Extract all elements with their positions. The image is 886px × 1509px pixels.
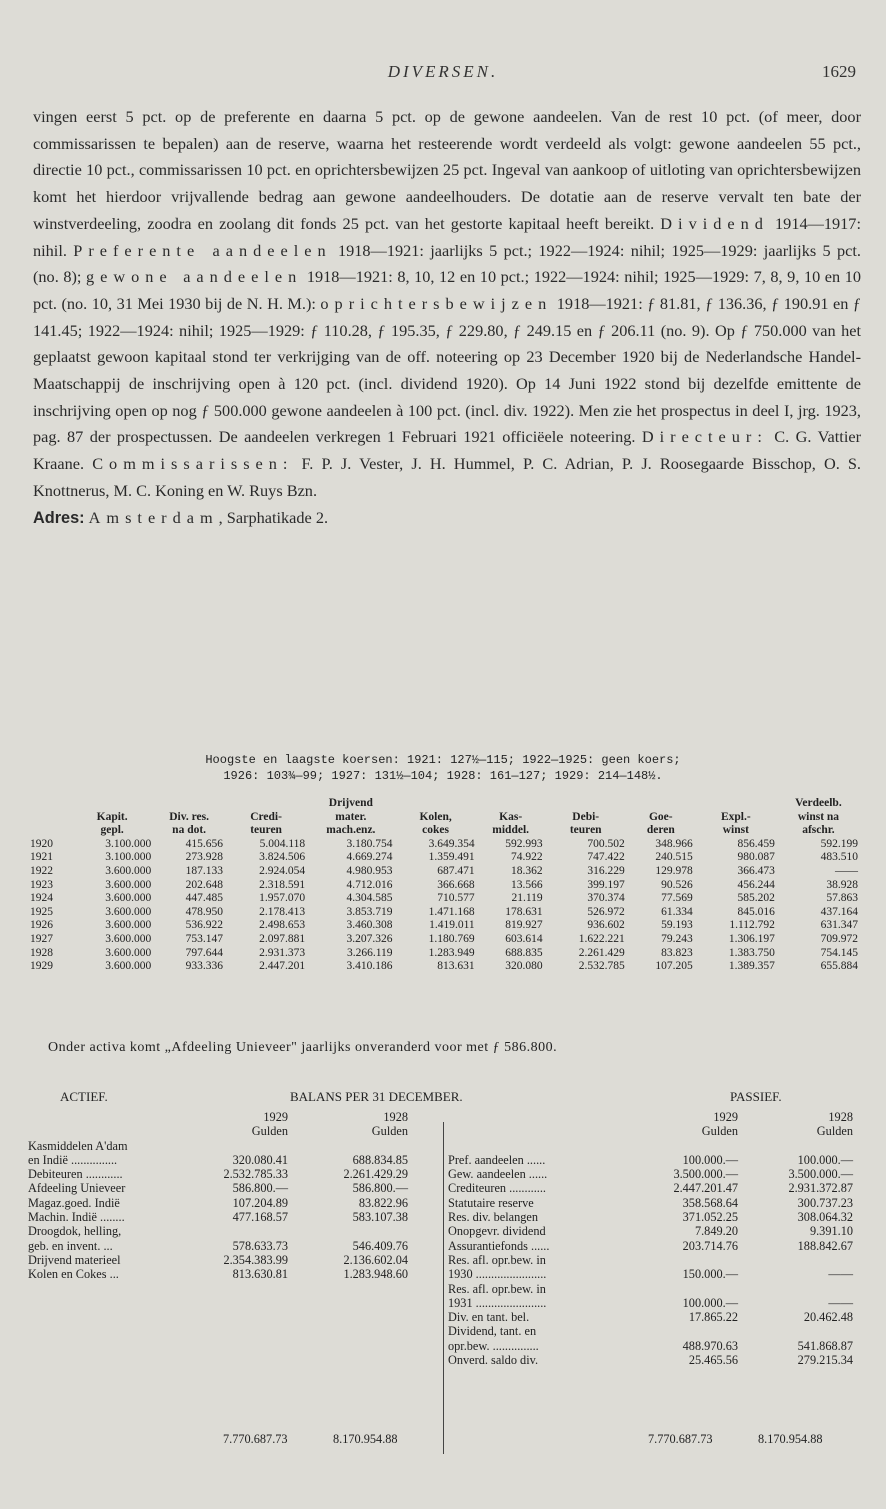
passief-row: [448, 1181, 863, 1195]
actief-value-1929: 586.800.—: [232, 1181, 288, 1196]
stats-header-cell: [695, 797, 777, 811]
total-actief-1928: 8.170.954.88: [333, 1432, 398, 1446]
actief-label: Kolen en Cokes ...: [28, 1267, 119, 1282]
stats-value-cell: 1.957.070: [259, 892, 306, 905]
stats-year-cell: 1927: [30, 932, 53, 945]
stats-header-cell: gepl.: [100, 824, 124, 837]
stats-value-cell: 202.648: [185, 878, 224, 891]
actief-value-1929: 578.633.73: [232, 1238, 288, 1253]
text-segment: F. P. J. Vester, J. H. Hummel, P. C. Adrian, P. J. Roosegaarde Bisschop, O. S. Knottnerus, M. C. Koning en W. Ruys Bzn.: [33, 454, 862, 500]
stats-year-cell: 1928: [30, 946, 53, 959]
stats-value-cell: 129.978: [655, 864, 693, 877]
actief-row: [28, 1196, 438, 1210]
passief-label: Assurantiefonds ......: [448, 1238, 550, 1253]
stats-value-cell: 1.471.168: [428, 905, 475, 918]
stats-header-cell: Drijvend: [328, 797, 373, 809]
stats-value-cell: 456.244: [737, 878, 775, 891]
passief-row: [448, 1153, 863, 1167]
stats-value-cell: 61.334: [661, 905, 693, 918]
stats-value-cell: 1.180.769: [428, 932, 475, 945]
passief-value-1928: 188.842.67: [797, 1238, 853, 1253]
passief-row: [448, 1239, 863, 1253]
stats-header-cell: afschr.: [802, 824, 835, 837]
actief-row: [28, 1267, 438, 1281]
stats-value-cell: 366.668: [437, 878, 475, 891]
stats-value-cell: 536.922: [185, 919, 224, 932]
stats-header-cell: mach.enz.: [326, 824, 376, 837]
stats-value-cell: 5.004.118: [259, 837, 306, 850]
stats-value-cell: 483.510: [820, 851, 858, 864]
passief-value-1928: 3.500.000.—: [788, 1167, 853, 1182]
text-segment: vingen eerst 5 pct. op de preferente en daarna 5 pct. op de gewone aandeelen. Van de rest 10 pct. (of meer, door commissarissen te bepalen) aan de reserve, waarna het resteerende wordt verdeeld als volgt: gewone aandeelen 55 pct., directie 10 pct., commissarissen 10 pct. en oprichtersbewijzen 25 pct. Ingeval van aankoop of uitloting van oprichtersbewijzen komt het hierdoor vrijvallende bedrag aan gewone aandeelhouders. De dotatie aan de reserve vervalt ten bate der winstverdeeling, zoodra en zoolang dit fonds 25 pct. van het gestorte kapitaal heeft bereikt.: [33, 107, 861, 233]
stats-value-cell: 13.566: [511, 878, 543, 891]
stats-value-cell: 3.600.000: [105, 878, 152, 891]
actief-label: Kasmiddelen A'dam: [28, 1138, 128, 1153]
stats-value-cell: 18.362: [511, 864, 543, 877]
actief-label: Debiteuren ............: [28, 1167, 123, 1182]
actief-row: [28, 1153, 438, 1167]
actief-label: Droogdok, helling,: [28, 1224, 122, 1239]
stats-row: [30, 865, 860, 879]
stats-header-cell: Kolen,: [419, 810, 452, 823]
actief-value-1929: 477.168.57: [232, 1210, 288, 1225]
actief-value-1928: 83.822.96: [358, 1195, 408, 1210]
stats-value-cell: 2.532.785: [578, 960, 625, 973]
adres-city: Amsterdam: [88, 507, 219, 527]
passief-value-1929: 488.970.63: [682, 1338, 738, 1353]
stats-row: [30, 947, 860, 961]
stats-year-cell: 1929: [30, 960, 53, 973]
passief-label: Crediteuren ............: [448, 1181, 547, 1196]
actief-row: [28, 1239, 438, 1253]
passief-column: [448, 1110, 863, 1367]
actief-value-1929: 320.080.41: [232, 1152, 288, 1167]
stats-value-cell: 1.622.221: [578, 932, 625, 945]
stats-header-cell: [30, 797, 71, 811]
actief-column: [28, 1110, 438, 1282]
balance-sheet: [28, 1110, 863, 1455]
stats-value-cell: 1.383.750: [728, 946, 775, 959]
stats-header-cell: Expl.-: [720, 810, 751, 823]
passief-value-1929: 100.000.—: [682, 1152, 738, 1167]
stats-value-cell: 687.471: [437, 864, 475, 877]
stats-value-cell: 399.197: [587, 878, 625, 891]
stats-value-cell: 4.304.585: [346, 892, 393, 905]
passief-label: Onverd. saldo div.: [448, 1353, 539, 1368]
page-number: 1629: [822, 62, 856, 81]
stats-value-cell: 933.336: [185, 960, 224, 973]
stats-value-cell: 2.178.413: [259, 905, 306, 918]
stats-value-cell: 107.205: [655, 960, 693, 973]
passief-label: Statutaire reserve: [448, 1195, 534, 1210]
stats-value-cell: 2.924.054: [259, 864, 306, 877]
stats-header-cell: winst na: [797, 810, 840, 823]
stats-table-body: [30, 838, 860, 974]
stats-row: [30, 933, 860, 947]
stats-header-cell: [395, 797, 477, 811]
stats-value-cell: 2.498.653: [259, 919, 306, 932]
stats-header-cell: [30, 824, 71, 838]
actief-row: [28, 1139, 438, 1153]
stats-value-cell: 3.100.000: [105, 851, 152, 864]
passief-value-1929: 100.000.—: [682, 1295, 738, 1310]
stats-header-cell: na dot.: [172, 824, 207, 837]
oprichters-label: oprichtersbewijzen: [320, 293, 553, 313]
stats-header-cell: teuren: [250, 824, 282, 837]
passief-label: Dividend, tant. en: [448, 1324, 537, 1339]
stats-header-cell: [225, 797, 307, 811]
stats-value-cell: 3.100.000: [105, 837, 152, 850]
stats-value-cell: 856.459: [737, 837, 775, 850]
stats-value-cell: 753.147: [185, 932, 224, 945]
passief-row: [448, 1282, 863, 1296]
text-segment: 1918—1921: 8, 10, 12 en 10 pct.; 1922—1924: nihil; 1925—1929: 7, 8, 9, 10 en 10 pct. (no. 10, 31 Mei 1930 bij de N. H. M.):: [33, 267, 862, 313]
passief-label: Gew. aandeelen ......: [448, 1167, 548, 1182]
total-passief-1928: 8.170.954.88: [758, 1432, 823, 1446]
stats-header-cell: middel.: [492, 824, 530, 837]
dividend-label: Dividend: [660, 213, 769, 233]
stats-value-cell: 813.631: [437, 960, 475, 973]
passief-value-1929: 2.447.201.47: [673, 1181, 738, 1196]
passief-label: 1931 .......................: [448, 1295, 547, 1310]
actief-value-1928: 1.283.948.60: [343, 1267, 408, 1282]
passief-row: [448, 1310, 863, 1324]
stats-value-cell: 585.202: [737, 892, 775, 905]
stats-value-cell: 2.097.881: [259, 932, 306, 945]
actief-value-1928: 2.136.602.04: [343, 1252, 408, 1267]
passief-value-1928: 20.462.48: [803, 1310, 853, 1325]
stats-header-row: [30, 797, 860, 811]
stats-year-cell: 1925: [30, 905, 53, 918]
stats-value-cell: 1.359.491: [428, 851, 475, 864]
stats-value-cell: 797.644: [185, 946, 224, 959]
stats-value-cell: 3.180.754: [346, 837, 393, 850]
actief-value-1928: 583.107.38: [352, 1210, 408, 1225]
actief-label: Drijvend materieel: [28, 1252, 121, 1267]
stats-header-cell: [71, 797, 153, 811]
actief-title: ACTIEF.: [60, 1089, 108, 1104]
stats-year-cell: 1926: [30, 919, 53, 932]
stats-value-cell: 21.119: [511, 892, 543, 905]
stats-value-cell: 2.447.201: [259, 960, 306, 973]
stats-header-cell: Verdeelb.: [795, 797, 842, 809]
actief-row: [28, 1253, 438, 1267]
actief-value-1929: 2.354.383.99: [223, 1252, 288, 1267]
passief-row: [448, 1324, 863, 1338]
stats-value-cell: 2.261.429: [578, 946, 625, 959]
stats-value-cell: 3.600.000: [105, 919, 152, 932]
stats-value-cell: 3.649.354: [428, 837, 475, 850]
stats-header-cell: deren: [646, 824, 675, 837]
stats-value-cell: 4.980.953: [346, 864, 393, 877]
koersen-line-2: 1926: 103¾—99; 1927: 131½—104; 1928: 161—127; 1929: 214—148½.: [223, 769, 663, 783]
stats-value-cell: 240.515: [655, 851, 693, 864]
stats-value-cell: 655.884: [820, 960, 858, 973]
actief-value-1928: 586.800.—: [352, 1181, 408, 1196]
passief-label: Onopgevr. dividend: [448, 1224, 546, 1239]
passief-value-1929: 150.000.—: [682, 1267, 738, 1282]
passief-value-1929: 203.714.76: [682, 1238, 738, 1253]
stats-year-cell: 1922: [30, 864, 53, 877]
passief-value-1928: 541.868.87: [797, 1338, 853, 1353]
text-segment: C. G. Vattier Kraane.: [33, 427, 862, 474]
running-head: [0, 62, 886, 86]
year-header-row: [28, 1110, 438, 1124]
actief-label: geb. en invent. ...: [28, 1238, 113, 1253]
stats-value-cell: 273.928: [185, 851, 224, 864]
stats-value-cell: 83.823: [661, 946, 693, 959]
unit-header-row: [28, 1124, 438, 1138]
passief-row: [448, 1139, 863, 1153]
stats-value-cell: 320.080: [505, 960, 543, 973]
stats-value-cell: 57.863: [826, 892, 858, 905]
directeur-label: Directeur:: [641, 427, 768, 447]
stats-row: [30, 838, 860, 852]
stats-header-cell: [153, 797, 225, 811]
passief-row: [448, 1167, 863, 1181]
stats-value-cell: 688.835: [505, 946, 543, 959]
commissarissen-label: Commissarissen:: [92, 454, 294, 474]
passief-value-1929: 25.465.56: [688, 1353, 738, 1368]
stats-value-cell: 79.243: [661, 932, 693, 945]
stats-value-cell: 437.164: [820, 905, 858, 918]
passief-label: Res. afl. opr.bew. in: [448, 1252, 546, 1267]
stats-value-cell: 348.966: [655, 837, 693, 850]
passief-label: Res. div. belangen: [448, 1210, 539, 1225]
year-header-row: [448, 1110, 863, 1124]
passief-row: [448, 1196, 863, 1210]
stats-row: [30, 879, 860, 893]
stats-header-cell: [477, 797, 545, 811]
preferente-label: Preferente aandeelen: [73, 240, 332, 260]
stats-value-cell: 3.600.000: [105, 892, 152, 905]
stats-value-cell: 3.600.000: [105, 864, 152, 877]
stats-year-cell: 1920: [30, 837, 53, 850]
stats-value-cell: 2.931.373: [259, 946, 306, 959]
actief-label: Magaz.goed. Indië: [28, 1195, 120, 1210]
stats-value-cell: 3.600.000: [105, 932, 152, 945]
body-paragraph: [33, 104, 861, 531]
stats-value-cell: 316.229: [587, 864, 625, 877]
stats-value-cell: 3.600.000: [105, 960, 152, 973]
stats-value-cell: 819.927: [505, 919, 543, 932]
actief-value-1929: 813.630.81: [232, 1267, 288, 1282]
passief-value-1928: ——: [828, 1267, 853, 1282]
passief-value-1928: ——: [828, 1295, 853, 1310]
stats-value-cell: 4.712.016: [346, 878, 393, 891]
balans-title: BALANS PER 31 DECEMBER.: [290, 1089, 463, 1104]
koersen-block: [0, 752, 886, 784]
stats-table: [30, 797, 860, 974]
stats-value-cell: 700.502: [587, 837, 625, 850]
stats-value-cell: 3.824.506: [259, 851, 306, 864]
adres-street: , Sarphatikade 2.: [218, 507, 329, 527]
stats-value-cell: 59.193: [661, 919, 693, 932]
stats-value-cell: 3.600.000: [105, 905, 152, 918]
passief-value-1929: 3.500.000.—: [673, 1167, 738, 1182]
stats-value-cell: 478.950: [185, 905, 224, 918]
stats-value-cell: 592.993: [505, 837, 543, 850]
stats-value-cell: 77.569: [661, 892, 693, 905]
stats-value-cell: 38.928: [826, 878, 858, 891]
stats-row: [30, 892, 860, 906]
stats-value-cell: 415.656: [185, 837, 224, 850]
stats-year-cell: 1921: [30, 851, 53, 864]
stats-header-cell: cokes: [422, 824, 450, 837]
stats-value-cell: 366.473: [737, 864, 775, 877]
actief-label: Afdeeling Unieveer: [28, 1181, 126, 1196]
section-title: DIVERSEN.: [387, 62, 499, 81]
passief-value-1929: 17.865.22: [688, 1310, 738, 1325]
unit-1928: Gulden: [816, 1124, 853, 1139]
actief-value-1928: 546.409.76: [352, 1238, 408, 1253]
year-1928: 1928: [828, 1110, 853, 1124]
stats-header-row: [30, 811, 860, 825]
year-1928: 1928: [383, 1110, 408, 1124]
total-passief-1929: 7.770.687.73: [648, 1432, 713, 1446]
stats-value-cell: 592.199: [820, 837, 858, 850]
actief-value-1929: 2.532.785.33: [223, 1167, 288, 1182]
text-segment: 1918—1921: jaarlijks 5 pct.; 1922—1924: nihil; 1925—1929: jaarlijks 5 pct. (no. 8);: [33, 240, 861, 287]
text-segment: 1914—1917: nihil.: [33, 213, 861, 260]
stats-value-cell: 74.922: [511, 851, 543, 864]
stats-row: [30, 960, 860, 974]
passief-value-1928: 100.000.—: [797, 1152, 853, 1167]
unit-header-row: [448, 1124, 863, 1138]
passief-value-1929: 371.052.25: [682, 1210, 738, 1225]
stats-value-cell: 1.112.792: [729, 919, 775, 932]
stats-header-cell: Div. res.: [169, 810, 209, 823]
stats-value-cell: 178.631: [505, 905, 543, 918]
stats-value-cell: 1.283.949: [428, 946, 475, 959]
passief-label: Div. en tant. bel.: [448, 1310, 530, 1325]
stats-value-cell: 1.389.357: [728, 960, 775, 973]
actief-value-1929: 107.204.89: [232, 1195, 288, 1210]
column-divider: [443, 1122, 444, 1454]
stats-header-cell: teuren: [569, 824, 602, 837]
text-segment: 1918—1921: ƒ 81.81, ƒ 136.36, ƒ 190.91 en ƒ 141.45; 1922—1924: nihil; 1925—1929: ƒ 110.28, ƒ 195.35, ƒ 229.80, ƒ 249.15 en ƒ 206.11 (no. 9). Op ƒ 750.000 van het geplaatst gewoon kapitaal stond ter verkrijging van de off. noteering op 23 December 1920 bij de Nederlandsche Handel-Maatschappij de inschrijving open à 120 pct. (incl. dividend 1920). Op 14 Juni 1922 stond bij dezelfde emittente de inschrijving open op nog ƒ 500.000 gewone aandeelen à 100 pct. (incl. div. 1922). Men zie het prospectus in deel I, jrg. 1923, pag. 87 der prospectussen. De aandeelen verkregen 1 Februari 1921 officiëele noteering.: [33, 293, 861, 447]
stats-header-cell: [627, 797, 695, 811]
stats-header-cell: winst: [722, 824, 749, 837]
actief-value-1928: 2.261.429.29: [343, 1167, 408, 1182]
stats-table-head: [30, 797, 860, 838]
stats-value-cell: 4.669.274: [346, 851, 393, 864]
passief-value-1929: 358.568.64: [682, 1195, 738, 1210]
stats-value-cell: 845.016: [737, 905, 775, 918]
passief-row: [448, 1210, 863, 1224]
stats-header-cell: Kapit.: [96, 810, 128, 823]
unit-1929: Gulden: [251, 1124, 288, 1139]
passief-row: [448, 1267, 863, 1281]
stats-value-cell: 747.422: [587, 851, 625, 864]
stats-row: [30, 851, 860, 865]
stats-row: [30, 906, 860, 920]
passief-value-1929: 7.849.20: [694, 1224, 738, 1239]
passief-value-1928: 308.064.32: [797, 1210, 853, 1225]
stats-value-cell: 187.133: [185, 864, 224, 877]
stats-header-cell: Debi-: [572, 810, 600, 823]
passief-label: Pref. aandeelen ......: [448, 1152, 546, 1167]
stats-value-cell: 709.972: [820, 932, 858, 945]
stats-value-cell: 754.145: [820, 946, 858, 959]
stats-value-cell: 3.460.308: [346, 919, 393, 932]
stats-year-cell: 1924: [30, 892, 53, 905]
stats-row: [30, 919, 860, 933]
stats-value-cell: 3.853.719: [346, 905, 393, 918]
passief-title: PASSIEF.: [730, 1089, 782, 1104]
stats-year-cell: 1923: [30, 878, 53, 891]
stats-header-row: [30, 824, 860, 838]
actief-row: [28, 1224, 438, 1238]
stats-value-cell: 1.419.011: [429, 919, 475, 932]
stats-value-cell: 2.318.591: [259, 878, 306, 891]
stats-header-cell: Kas-: [499, 810, 523, 823]
stats-value-cell: 603.614: [505, 932, 543, 945]
year-1929: 1929: [263, 1110, 288, 1124]
stats-value-cell: 936.602: [587, 919, 625, 932]
stats-value-cell: ——: [835, 864, 858, 877]
passief-row: [448, 1353, 863, 1367]
koersen-line-1: Hoogste en laagste koersen: 1921: 127½—115; 1922—1925: geen koers;: [205, 753, 681, 767]
stats-value-cell: 526.972: [587, 905, 625, 918]
passief-label: opr.bew. ...............: [448, 1338, 539, 1353]
stats-header-cell: mater.: [335, 810, 367, 823]
actief-row: [28, 1167, 438, 1181]
passief-label: 1930 .......................: [448, 1267, 547, 1282]
passief-row: [448, 1253, 863, 1267]
gewone-label: gewone aandeelen: [86, 267, 303, 287]
stats-value-cell: 3.410.186: [346, 960, 393, 973]
unieveer-note: Onder activa komt „Afdeeling Unieveer" jaarlijks onveranderd voor met ƒ 586.800.: [48, 1040, 558, 1055]
total-actief-1929: 7.770.687.73: [223, 1432, 288, 1446]
year-1929: 1929: [713, 1110, 738, 1124]
stats-header-cell: Goe-: [648, 810, 673, 823]
actief-row: [28, 1210, 438, 1224]
passief-row: [448, 1296, 863, 1310]
passief-label: Res. afl. opr.bew. in: [448, 1281, 546, 1296]
passief-row: [448, 1339, 863, 1353]
stats-header-cell: [545, 797, 627, 811]
passief-row: [448, 1224, 863, 1238]
stats-header-cell: Credi-: [250, 810, 282, 823]
actief-label: Machin. Indië ........: [28, 1210, 125, 1225]
stats-value-cell: 3.266.119: [346, 946, 393, 959]
actief-value-1928: 688.834.85: [352, 1152, 408, 1167]
stats-value-cell: 1.306.197: [728, 932, 775, 945]
unit-1928: Gulden: [371, 1124, 408, 1139]
stats-value-cell: 447.485: [185, 892, 224, 905]
stats-value-cell: 710.577: [437, 892, 475, 905]
passief-value-1928: 300.737.23: [797, 1195, 853, 1210]
stats-value-cell: 631.347: [820, 919, 858, 932]
stats-value-cell: 980.087: [737, 851, 775, 864]
stats-value-cell: 90.526: [661, 878, 693, 891]
actief-label: en Indië ...............: [28, 1152, 118, 1167]
actief-row: [28, 1181, 438, 1195]
passief-value-1928: 9.391.10: [809, 1224, 853, 1239]
unit-1929: Gulden: [701, 1124, 738, 1139]
adres-label: Adres:: [33, 508, 85, 527]
passief-value-1928: 279.215.34: [797, 1353, 853, 1368]
stats-value-cell: 370.374: [587, 892, 625, 905]
stats-header-cell: [30, 811, 71, 825]
stats-value-cell: 3.600.000: [105, 946, 152, 959]
stats-value-cell: 3.207.326: [346, 932, 393, 945]
passief-value-1928: 2.931.372.87: [788, 1181, 853, 1196]
